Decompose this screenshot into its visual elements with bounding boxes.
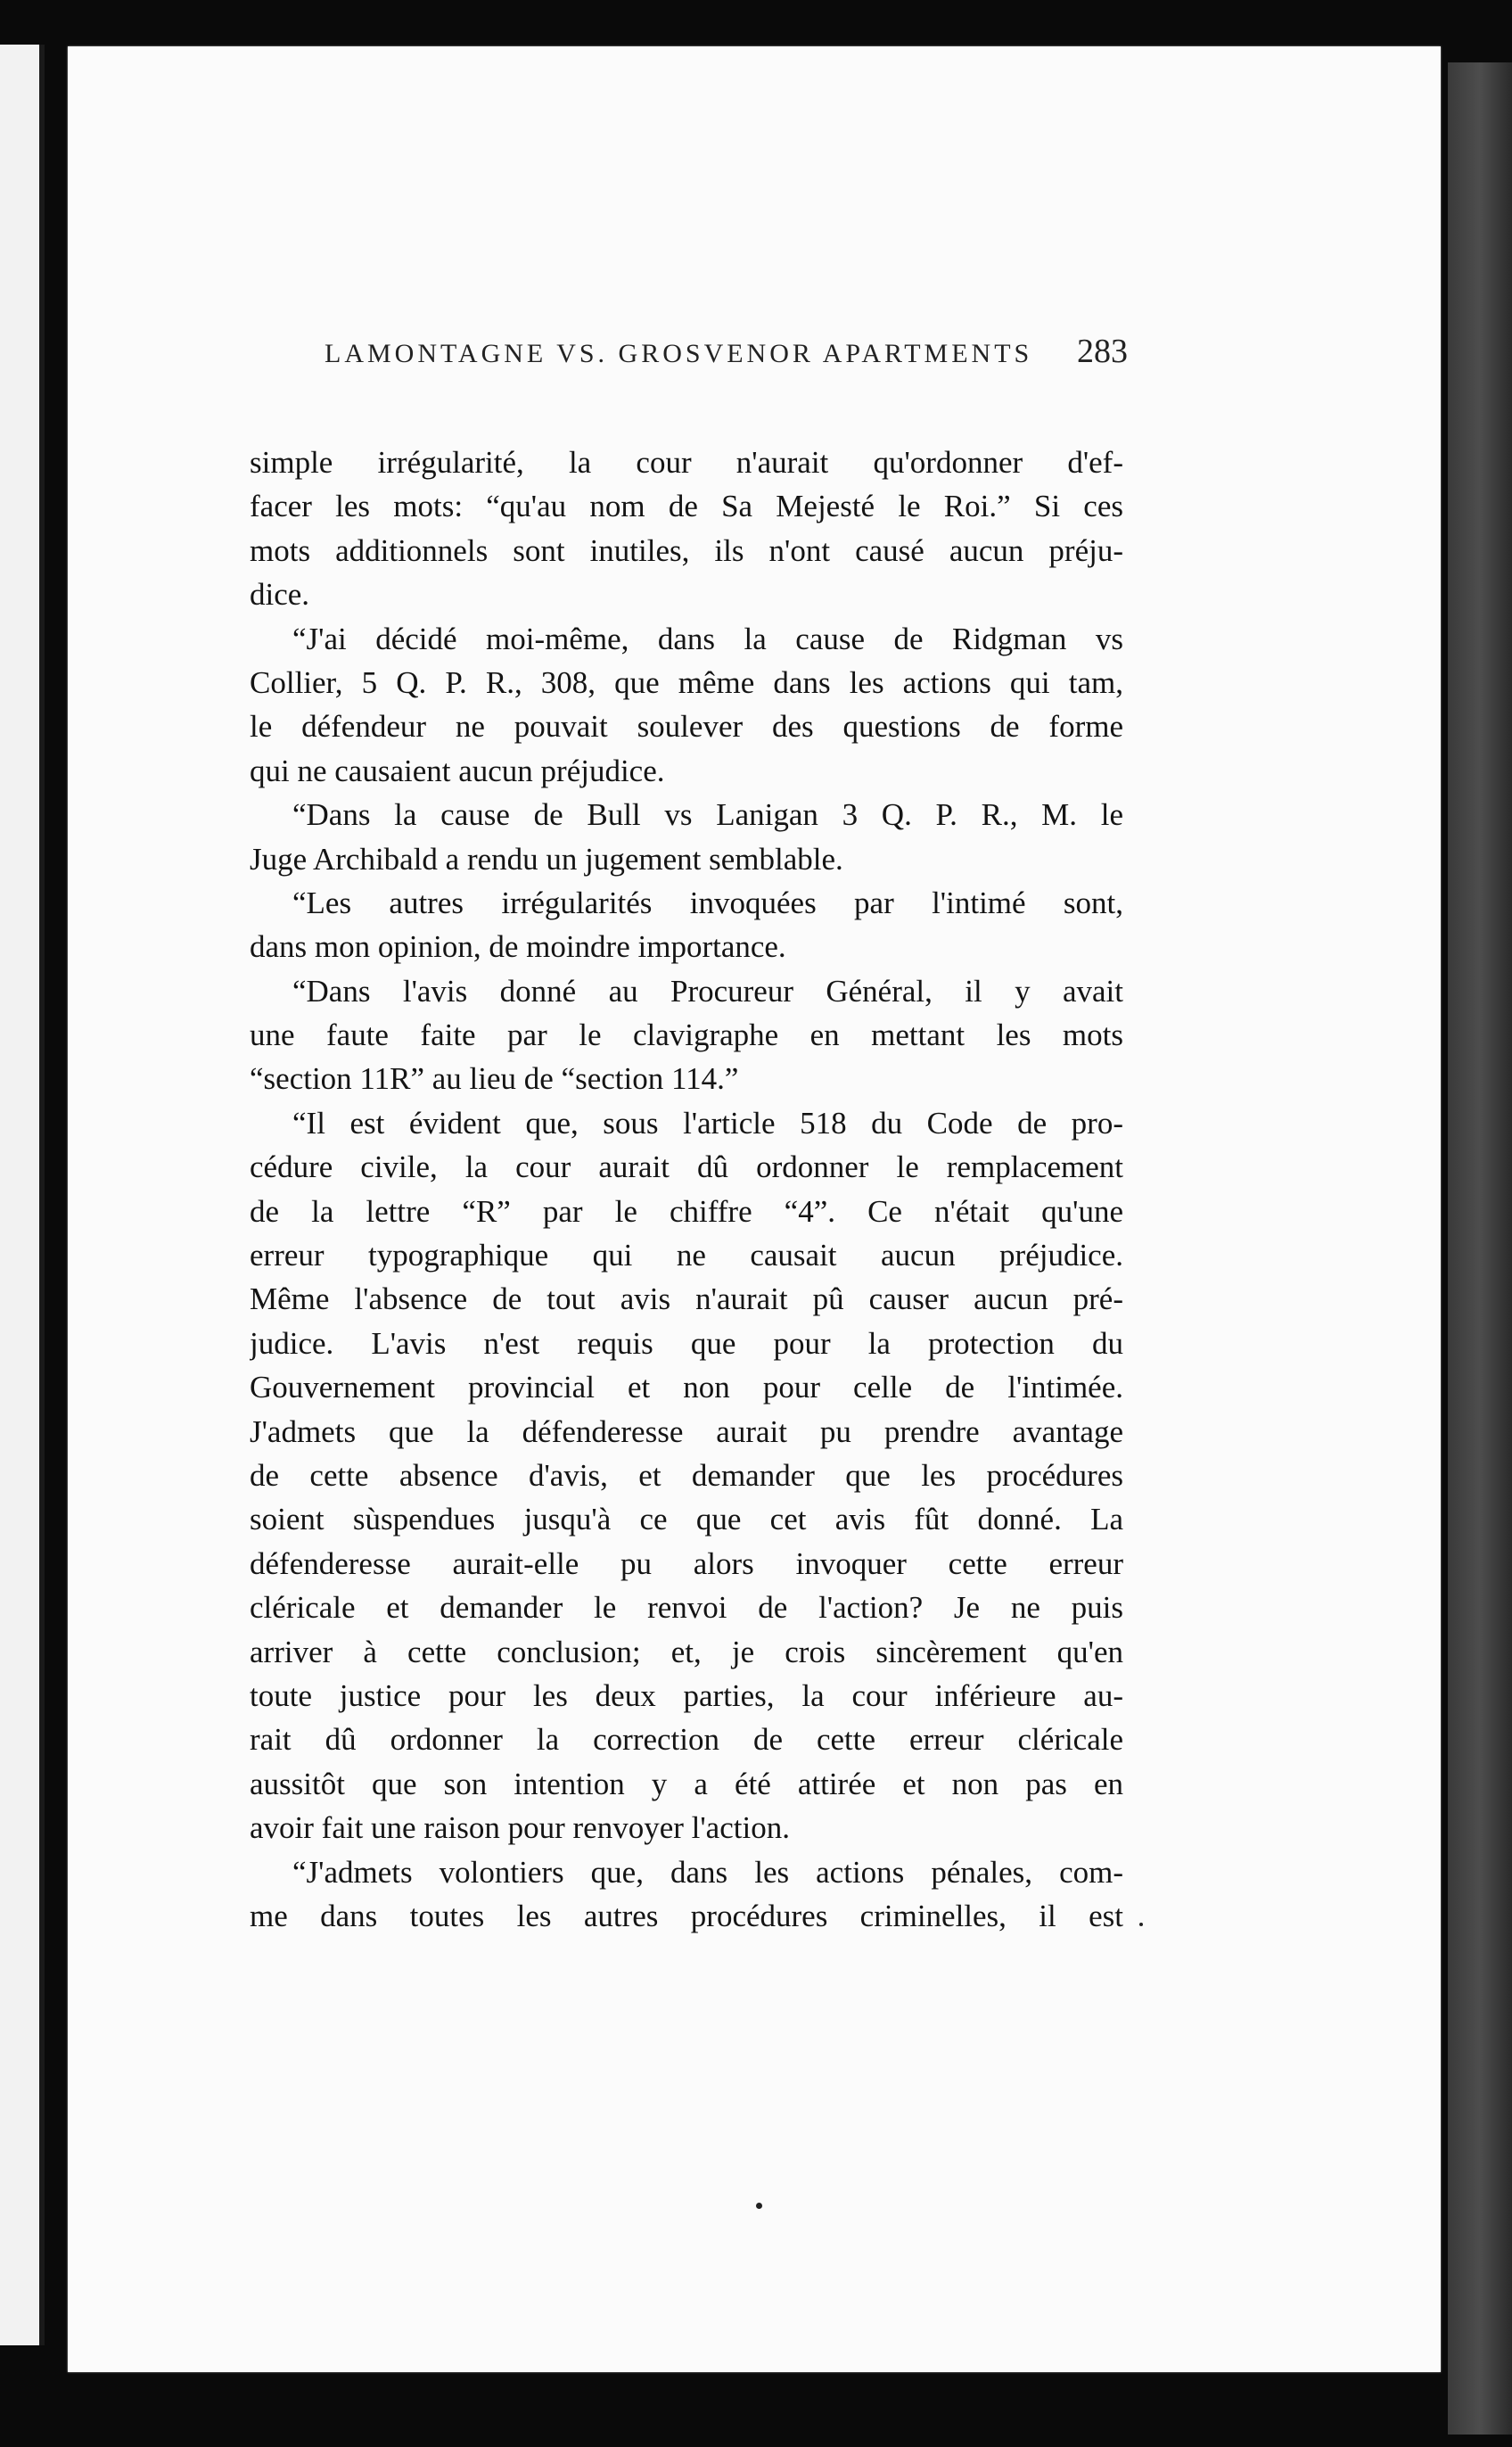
text-line: Même l'absence de tout avis n'aurait pû causer aucun pré-	[250, 1281, 1123, 1317]
text-line: simple irrégularité, la cour n'aurait qu'ordonner d'ef-	[250, 445, 1123, 480]
text-line: de cette absence d'avis, et demander que les procédures	[250, 1457, 1123, 1493]
page-number: 283	[1077, 333, 1128, 370]
text-line: toute justice pour les deux parties, la cour inférieure au-	[250, 1677, 1123, 1713]
text-line: judice. L'avis n'est requis que pour la protection du	[250, 1325, 1123, 1361]
text-line: arriver à cette conclusion; et, je crois sincèrement qu'en	[250, 1634, 1123, 1669]
text-line: “section 11R” au lieu de “section 114.”	[250, 1061, 739, 1097]
text-line: le défendeur ne pouvait soulever des questions de forme	[250, 709, 1123, 745]
text-line: facer les mots: “qu'au nom de Sa Mejesté le Roi.” Si ces	[250, 489, 1123, 524]
text-line: me dans toutes les autres procédures criminelles, il est	[250, 1898, 1123, 1933]
text-line: qui ne causaient aucun préjudice.	[250, 753, 665, 788]
book-gutter	[1448, 62, 1512, 2435]
text-line: Collier, 5 Q. P. R., 308, que même dans les actions qui tam,	[250, 664, 1123, 700]
text-line: aussitôt que son intention y a été attirée et non pas en	[250, 1766, 1123, 1801]
text-line: rait dû ordonner la correction de cette erreur cléricale	[250, 1722, 1123, 1758]
text-line: “J'admets volontiers que, dans les actions pénales, com-	[292, 1854, 1123, 1890]
text-line: soient sùspendues jusqu'à ce que cet avis fût donné. La	[250, 1502, 1123, 1537]
text-line: Juge Archibald a rendu un jugement semblable.	[250, 841, 843, 877]
text-line: une faute faite par le clavigraphe en mettant les mots	[250, 1018, 1123, 1053]
text-line: “Dans l'avis donné au Procureur Général, il y avait	[292, 973, 1123, 1009]
body-text	[250, 441, 1123, 1938]
text-line: cléricale et demander le renvoi de l'action? Je ne puis	[250, 1590, 1123, 1626]
text-line: dans mon opinion, de moindre importance.	[250, 929, 786, 965]
specks	[1139, 1923, 1143, 1926]
text-line: cédure civile, la cour aurait dû ordonner le remplacement	[250, 1149, 1123, 1185]
text-line: mots additionnels sont inutiles, ils n'ont causé aucun préju-	[250, 532, 1123, 568]
text-line: erreur typographique qui ne causait aucun préjudice.	[250, 1238, 1123, 1273]
text-line: avoir fait une raison pour renvoyer l'action.	[250, 1810, 790, 1846]
text-line: de la lettre “R” par le chiffre “4”. Ce n'était qu'une	[250, 1193, 1123, 1229]
text-line: Gouvernement provincial et non pour celle de l'intimée.	[250, 1370, 1123, 1405]
text-line: J'admets que la défenderesse aurait pu prendre avantage	[250, 1413, 1123, 1449]
text-line: “Les autres irrégularités invoquées par l'intimé sont,	[292, 885, 1123, 920]
running-header: LAMONTAGNE VS. GROSVENOR APARTMENTS	[325, 339, 1033, 368]
text-line: “J'ai décidé moi-même, dans la cause de Ridgman vs	[292, 621, 1123, 656]
specks	[756, 2203, 762, 2209]
adjacent-page-edge	[0, 45, 45, 2345]
text-line: “Il est évident que, sous l'article 518 du Code de pro-	[292, 1105, 1123, 1141]
text-line: “Dans la cause de Bull vs Lanigan 3 Q. P. R., M. le	[292, 797, 1123, 833]
text-line: dice.	[250, 577, 310, 613]
text-line: défenderesse aurait-elle pu alors invoquer cette erreur	[250, 1545, 1123, 1581]
